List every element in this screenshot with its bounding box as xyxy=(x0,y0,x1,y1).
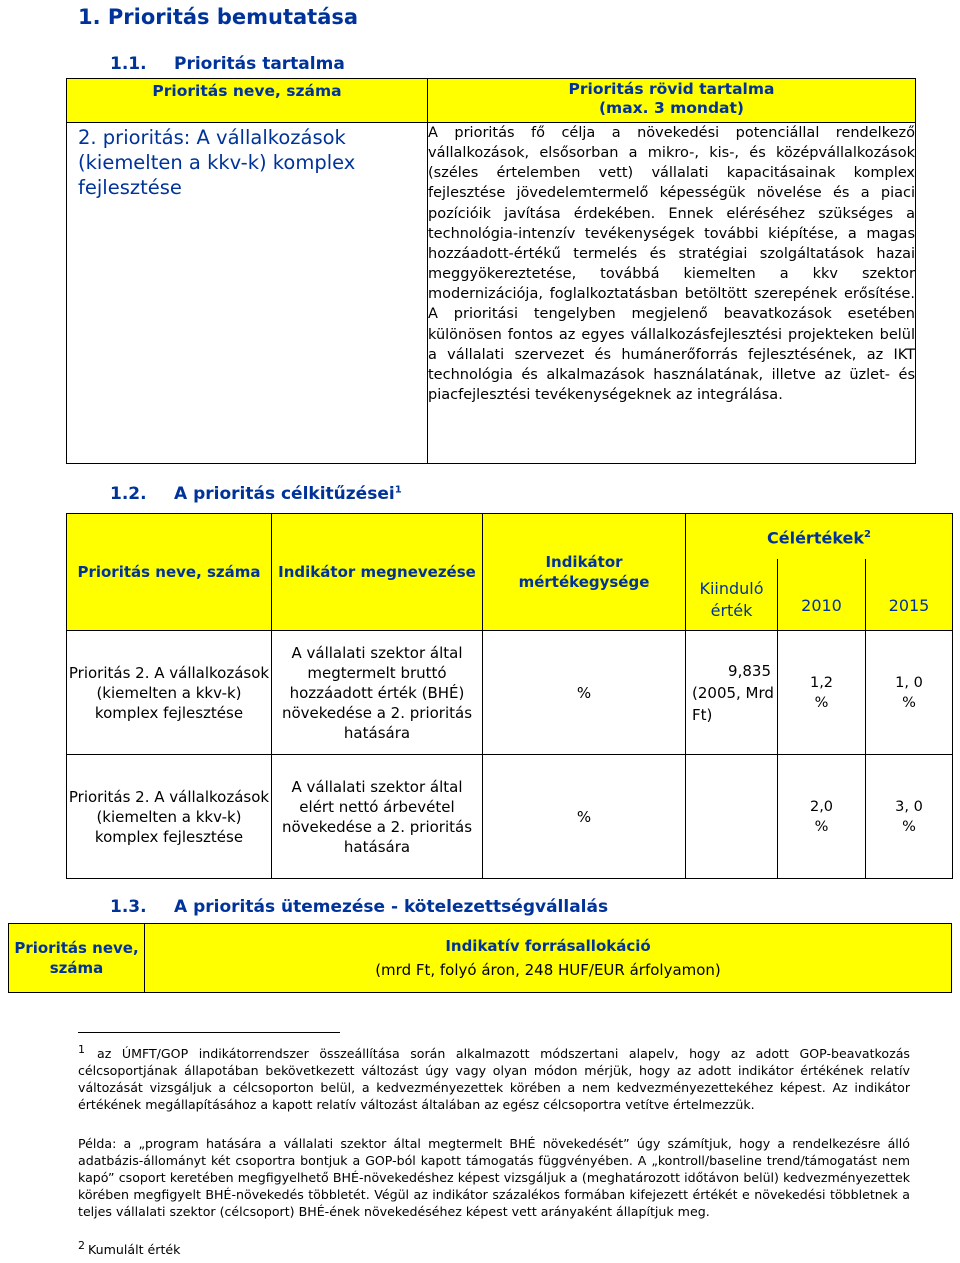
row1-2010-value: 1,2 xyxy=(809,674,834,691)
schedule-header-allocation-subtitle: (mrd Ft, folyó áron, 248 HUF/EUR árfolyamon) xyxy=(375,961,721,979)
footnote-1-text: az ÚMFT/GOP indikátorrendszer összeállítása során alkalmazott módszertani alapelv, hogy az adott GOP-beavatkozás célcsoportjának állapotában bekövetkezett változást úgy vagy olyan módon mérjük, hogy az adott indikátor értékének relatív változását vizsgáljuk a célcsoporton belül, a kedvezményezettek körében a nem kedvezményezettekéhez képest. Az indikátor értékének megállapításához a kapott relatív változást általában az egész célcsoportra vetítve értelmezzük. xyxy=(78,1046,910,1112)
subsection-heading-1-3 xyxy=(110,897,608,917)
subsection-title: Prioritás tartalma xyxy=(174,54,345,74)
row2-2010-unit: % xyxy=(814,818,829,835)
header-targets-label: Célértékek xyxy=(767,527,865,547)
footnote-2-text: Kumulált érték xyxy=(88,1242,181,1258)
row1-2010 xyxy=(778,631,866,755)
header-indicator: Indikátor megnevezése xyxy=(272,514,483,631)
subsection-number: 1.2. xyxy=(110,484,147,504)
header-priority-name: Prioritás neve, száma xyxy=(67,79,428,123)
footnote-ref-1: 1 xyxy=(394,484,402,496)
table-row xyxy=(67,631,953,755)
header-summary-line2: (max. 3 mondat) xyxy=(598,99,745,117)
section-title: 1. Prioritás bemutatása xyxy=(78,5,359,29)
row2-2015-unit: % xyxy=(902,818,916,835)
priority-content-table xyxy=(66,78,916,464)
row1-baseline xyxy=(686,631,778,755)
subsection-number: 1.3. xyxy=(110,897,147,917)
row2-2015-value: 3, 0 xyxy=(895,798,923,815)
goals-table xyxy=(66,513,953,879)
table-row xyxy=(67,755,953,879)
footnote-2 xyxy=(78,1238,910,1259)
row2-2015 xyxy=(866,755,953,879)
row1-name: Prioritás 2. A vállalkozások (kiemelten a kkv-k) komplex fejlesztése xyxy=(67,631,272,755)
row2-indicator: A vállalati szektor által elért nettó árbevétel növekedése a 2. prioritás hatására xyxy=(272,755,483,879)
footnote-2-mark: 2 xyxy=(78,1239,85,1252)
footnote-1-example: Példa: a „program hatására a vállalati szektor által megtermelt BHÉ növekedését” úgy számítjuk, hogy a rendelkezésre álló adatbázis-állományt két csoportra bontjuk a GOP-ból kapott támogatás függvényében. A „kontroll/baseline trend/támogatást nem kapó” csoport keretében megfigyelhető BHÉ-növekedéshez képest vizsgáljuk a (meghatározott időtávon belül) kedvezményezettek körében megfigyelt BHÉ-növekedés többletét. Végül az indikátor százalékos formában kifejezett értékét e növekedési többletnek a teljes vállalati szektor (célcsoport) BHÉ-ének növekedéséhez képest vett arányaként állapítjuk meg. xyxy=(78,1136,910,1219)
header-summary-line1: Prioritás rövid tartalma xyxy=(568,80,775,98)
row1-indicator: A vállalati szektor által megtermelt bruttó hozzáadott érték (BHÉ) növekedése a 2. prioritás hatására xyxy=(272,631,483,755)
schedule-header-allocation xyxy=(145,924,952,993)
priority-summary-text: A prioritás fő célja a növekedési potenciállal rendelkező vállalkozások, elsősorban a mikro-, kis-, és középvállalkozások (széles értelemben vett) vállalati kapacitásainak komplex fejlesztése jövedelemtermelő képességük növelése és a piaci pozícióik javítása érdekében. Ennek eléréséhez szükséges a technológia-intenzív tevékenységek további kiépítése, a magas hozzáadott-értékű termelés és stratégiai szolgáltatások hazai meggyökereztetése, továbbá kiemelten a kkv szektor modernizációja, foglalkoztatásban betöltött szerepének erősítése. A prioritási tengelyben megjelenő beavatkozások esetében különösen fontos az egyes vállalkozásfejlesztési projekteken belül a vállalati szervezet és humánerőforrás fejlesztésének, az IKT technológia és alkalmazások használatának, illetve az üzlet- és piacfejlesztési tevékenységeknek az integrálása. xyxy=(428,123,916,464)
subsection-heading-1-2 xyxy=(110,484,402,504)
row2-2010-value: 2,0 xyxy=(809,798,834,815)
footnote-1-mark: 1 xyxy=(78,1043,85,1056)
row1-2015-value: 1, 0 xyxy=(895,674,923,691)
header-priority-summary xyxy=(428,79,916,123)
schedule-table xyxy=(8,923,952,993)
subsection-title: A prioritás ütemezése - kötelezettségvállalás xyxy=(174,897,609,917)
row1-2015 xyxy=(866,631,953,755)
schedule-header-name: Prioritás neve, száma xyxy=(9,924,145,993)
row1-2015-unit: % xyxy=(902,694,916,711)
header-name: Prioritás neve, száma xyxy=(67,514,272,631)
header-targets xyxy=(686,514,953,559)
row1-baseline-value: 9,835 xyxy=(728,661,771,680)
row1-unit: % xyxy=(483,631,686,755)
footnote-1 xyxy=(78,1042,910,1114)
row1-baseline-note: (2005, Mrd Ft) xyxy=(692,683,774,724)
header-baseline: Kiinduló érték xyxy=(686,559,778,631)
footnote-separator xyxy=(78,1032,340,1033)
priority-name-cell: 2. prioritás: A vállalkozások (kiemelten a kkv-k) komplex fejlesztése xyxy=(67,123,428,464)
header-unit: Indikátor mértékegysége xyxy=(483,514,686,631)
row2-name: Prioritás 2. A vállalkozások (kiemelten a kkv-k) komplex fejlesztése xyxy=(67,755,272,879)
header-year-2010: 2010 xyxy=(778,559,866,631)
subsection-title: A prioritás célkitűzései xyxy=(174,484,395,504)
footnote-ref-2: 2 xyxy=(864,528,871,540)
row2-baseline xyxy=(686,755,778,879)
subsection-heading-1-1 xyxy=(110,54,345,74)
header-year-2015: 2015 xyxy=(866,559,953,631)
row2-unit: % xyxy=(483,755,686,879)
row2-2010 xyxy=(778,755,866,879)
subsection-number: 1.1. xyxy=(110,54,147,74)
schedule-header-allocation-title: Indikatív forrásallokáció xyxy=(445,937,651,955)
row1-2010-unit: % xyxy=(814,694,829,711)
